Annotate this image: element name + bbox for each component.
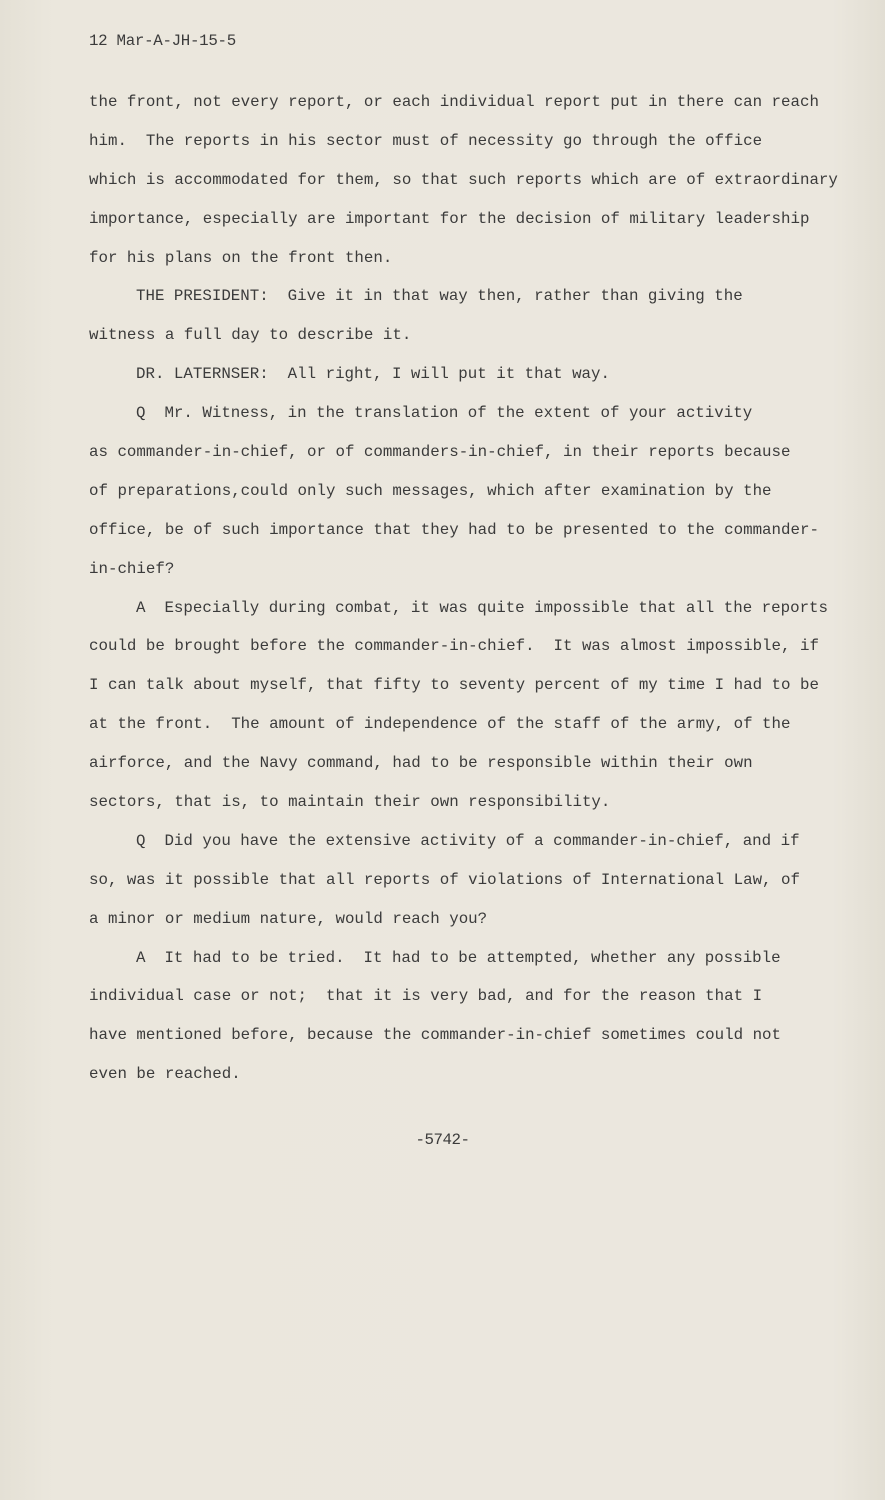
text-line: as commander-in-chief, or of commanders-in-chief, in their reports because [89,443,791,462]
text-line: office, be of such importance that they had to be presented to the commander- [89,520,819,539]
text-line: could be brought before the commander-in-chief. It was almost impossible, if [89,637,819,656]
text-line: A Especially during combat, it was quite impossible that all the reports [136,598,829,617]
page-number: -5742- [415,1131,470,1149]
text-line: for his plans on the front then. [89,248,393,267]
paragraph [89,360,849,399]
paragraph [89,827,849,944]
text-line: I can talk about myself, that fifty to seventy percent of my time I had to be [89,676,819,695]
text-line: THE PRESIDENT: Give it in that way then, rather than giving the [136,287,743,306]
paragraph [89,594,849,827]
text-line: airforce, and the Navy command, had to be responsible within their own [89,754,753,773]
text-line: have mentioned before, because the commander-in-chief sometimes could not [89,1026,782,1045]
text-line: him. The reports in his sector must of necessity go through the office [89,131,763,150]
text-line: Q Mr. Witness, in the translation of the extent of your activity [136,404,753,423]
text-line: even be reached. [89,1065,241,1084]
text-line: importance, especially are important for the decision of military leadership [89,209,810,228]
text-line: so, was it possible that all reports of violations of International Law, of [89,870,800,889]
transcript-body [89,88,849,1099]
text-line: the front, not every report, or each individual report put in there can reach [89,93,819,111]
text-line: Q Did you have the extensive activity of a commander-in-chief, and if [136,831,800,850]
paragraph [89,88,849,282]
text-line: in-chief? [89,559,175,578]
text-line: which is accommodated for them, so that such reports which are of extraordinary [89,170,838,189]
text-line: sectors, that is, to maintain their own responsibility. [89,793,611,812]
paragraph [89,944,849,1100]
text-line: individual case or not; that it is very bad, and for the reason that I [89,987,763,1006]
document-reference: 12 Mar-A-JH-15-5 [89,32,236,50]
text-line: of preparations,could only such messages, which after examination by the [89,481,772,500]
text-line: witness a full day to describe it. [89,326,412,345]
paragraph [89,399,849,593]
text-line: a minor or medium nature, would reach you? [89,909,488,928]
text-line: at the front. The amount of independence of the staff of the army, of the [89,715,791,734]
text-line: A It had to be tried. It had to be attempted, whether any possible [136,948,781,967]
paragraph [89,282,849,360]
text-line: DR. LATERNSER: All right, I will put it that way. [136,365,610,384]
